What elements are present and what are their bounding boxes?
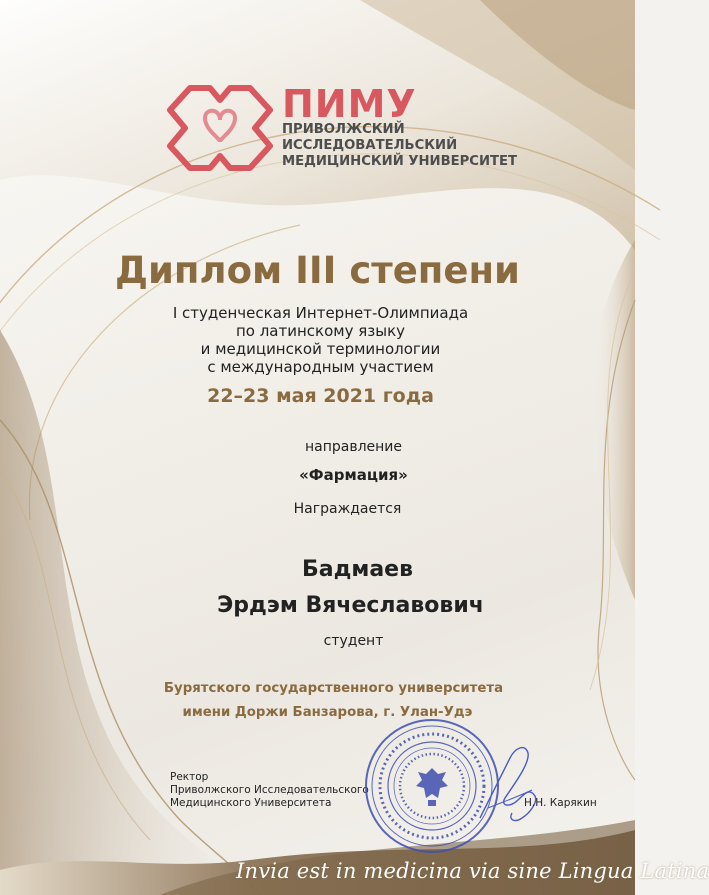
signer-name: Н.Н. Карякин <box>524 797 597 809</box>
logo-subtitle-line-1: ПРИВОЛЖСКИЙ <box>282 122 405 137</box>
logo-subtitle-line-3: МЕДИЦИНСКИЙ УНИВЕРСИТЕТ <box>282 154 518 169</box>
event-line-3: и медицинской терминологии <box>200 340 441 358</box>
recipient-surname: Бадмаев <box>301 557 414 582</box>
rector-line-2: Приволжского Исследовательского <box>170 784 369 796</box>
diploma-title: Диплом III степени <box>115 249 520 292</box>
event-dates: 22–23 мая 2021 года <box>207 385 434 407</box>
direction-label: направление <box>304 439 403 455</box>
awarded-label: Награждается <box>293 501 402 517</box>
latin-motto: Invia est in medicina via sine Lingua Latina <box>236 859 709 883</box>
university-line-2: имени Доржи Банзарова, г. Улан-Удэ <box>182 705 473 720</box>
event-line-2: по латинскому языку <box>235 322 406 340</box>
direction-value: «Фармация» <box>299 466 408 484</box>
logo-subtitle-line-2: ИССЛЕДОВАТЕЛЬСКИЙ <box>282 138 458 153</box>
event-line-1: I студенческая Интернет-Олимпиада <box>172 304 469 322</box>
rector-signature <box>470 738 545 833</box>
rector-line-3: Медицинского Университета <box>170 797 332 809</box>
university-line-1: Бурятского государственного университета <box>163 681 504 696</box>
recipient-status: студент <box>323 633 384 649</box>
event-line-4: с международным участием <box>207 358 434 376</box>
recipient-name: Эрдэм Вячеславович <box>217 593 484 618</box>
logo-title: ПИМУ <box>282 82 417 126</box>
university-logo-emblem <box>160 78 280 178</box>
rector-line-1: Ректор <box>170 771 209 783</box>
